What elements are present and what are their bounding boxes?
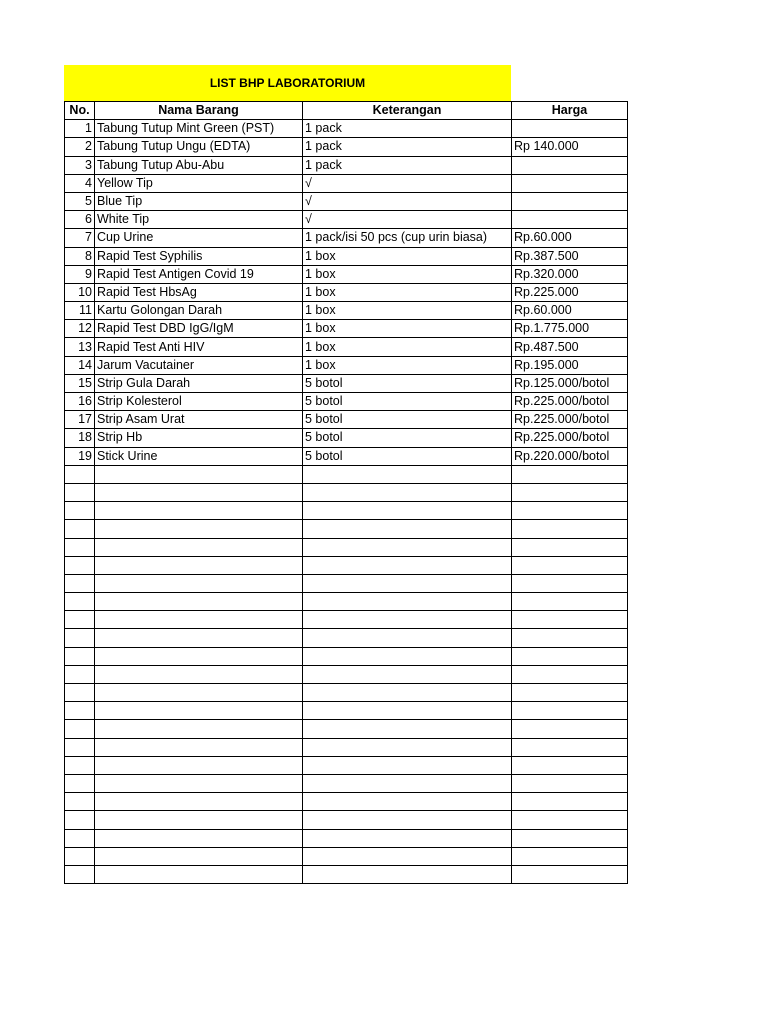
cell-nama-barang[interactable]: Blue Tip [95, 192, 303, 210]
cell-harga[interactable] [512, 593, 628, 611]
cell-keterangan[interactable]: √ [303, 192, 512, 210]
cell-no[interactable]: 13 [65, 338, 95, 356]
cell-harga[interactable] [512, 502, 628, 520]
cell-nama-barang[interactable] [95, 665, 303, 683]
cell-keterangan[interactable] [303, 865, 512, 883]
cell-no[interactable] [65, 556, 95, 574]
table-row [65, 829, 628, 847]
header-nama-barang[interactable]: Nama Barang [95, 102, 303, 120]
cell-keterangan[interactable]: 1 box [303, 247, 512, 265]
cell-no[interactable]: 11 [65, 302, 95, 320]
cell-no[interactable] [65, 756, 95, 774]
cell-harga[interactable] [512, 738, 628, 756]
table-row [65, 138, 628, 156]
cell-no[interactable]: 3 [65, 156, 95, 174]
cell-no[interactable]: 19 [65, 447, 95, 465]
cell-keterangan[interactable]: 1 box [303, 283, 512, 301]
cell-nama-barang[interactable] [95, 593, 303, 611]
table-row [65, 411, 628, 429]
table-row [65, 356, 628, 374]
cell-keterangan[interactable]: 1 box [303, 302, 512, 320]
cell-keterangan[interactable]: 5 botol [303, 429, 512, 447]
cell-nama-barang[interactable] [95, 556, 303, 574]
cell-no[interactable] [65, 574, 95, 592]
cell-harga[interactable] [512, 211, 628, 229]
cell-keterangan[interactable] [303, 793, 512, 811]
cell-no[interactable] [65, 647, 95, 665]
cell-no[interactable]: 6 [65, 211, 95, 229]
table-row [65, 720, 628, 738]
cell-keterangan[interactable] [303, 574, 512, 592]
cell-nama-barang[interactable] [95, 774, 303, 792]
cell-keterangan[interactable] [303, 684, 512, 702]
table-row [65, 174, 628, 192]
cell-harga[interactable] [512, 192, 628, 210]
cell-nama-barang[interactable]: Strip Kolesterol [95, 393, 303, 411]
table-row [65, 338, 628, 356]
cell-no[interactable] [65, 774, 95, 792]
cell-harga[interactable] [512, 702, 628, 720]
cell-nama-barang[interactable]: Rapid Test HbsAg [95, 283, 303, 301]
cell-nama-barang[interactable] [95, 647, 303, 665]
cell-nama-barang[interactable]: Jarum Vacutainer [95, 356, 303, 374]
cell-harga[interactable] [512, 774, 628, 792]
table-row [65, 556, 628, 574]
table-row [65, 647, 628, 665]
cell-keterangan[interactable] [303, 702, 512, 720]
cell-keterangan[interactable]: 5 botol [303, 393, 512, 411]
cell-no[interactable]: 8 [65, 247, 95, 265]
cell-keterangan[interactable] [303, 847, 512, 865]
cell-no[interactable]: 15 [65, 374, 95, 392]
cell-no[interactable]: 1 [65, 120, 95, 138]
cell-harga[interactable] [512, 465, 628, 483]
table-row [65, 756, 628, 774]
cell-keterangan[interactable] [303, 538, 512, 556]
table-row [65, 502, 628, 520]
cell-nama-barang[interactable]: Stick Urine [95, 447, 303, 465]
cell-nama-barang[interactable]: Rapid Test DBD IgG/IgM [95, 320, 303, 338]
header-harga[interactable]: Harga [512, 102, 628, 120]
header-row [65, 102, 628, 120]
cell-harga[interactable]: Rp.225.000/botol [512, 393, 628, 411]
cell-harga[interactable]: Rp.225.000/botol [512, 411, 628, 429]
table-row [65, 665, 628, 683]
cell-nama-barang[interactable] [95, 702, 303, 720]
cell-no[interactable]: 17 [65, 411, 95, 429]
cell-keterangan[interactable]: 1 box [303, 338, 512, 356]
cell-harga[interactable] [512, 720, 628, 738]
cell-keterangan[interactable]: 5 botol [303, 447, 512, 465]
cell-keterangan[interactable] [303, 465, 512, 483]
cell-no[interactable] [65, 811, 95, 829]
table-row [65, 120, 628, 138]
cell-no[interactable]: 14 [65, 356, 95, 374]
cell-harga[interactable]: Rp.1.775.000 [512, 320, 628, 338]
cell-no[interactable]: 18 [65, 429, 95, 447]
cell-keterangan[interactable] [303, 520, 512, 538]
cell-harga[interactable]: Rp.225.000 [512, 283, 628, 301]
table-row [65, 247, 628, 265]
cell-no[interactable] [65, 665, 95, 683]
cell-nama-barang[interactable] [95, 684, 303, 702]
cell-keterangan[interactable] [303, 720, 512, 738]
cell-keterangan[interactable]: √ [303, 174, 512, 192]
cell-keterangan[interactable] [303, 774, 512, 792]
cell-nama-barang[interactable] [95, 611, 303, 629]
table-row [65, 684, 628, 702]
cell-harga[interactable] [512, 556, 628, 574]
cell-no[interactable] [65, 793, 95, 811]
cell-keterangan[interactable]: 1 pack [303, 138, 512, 156]
table-row [65, 611, 628, 629]
cell-no[interactable] [65, 483, 95, 501]
table-row [65, 156, 628, 174]
cell-keterangan[interactable] [303, 556, 512, 574]
cell-nama-barang[interactable]: Strip Asam Urat [95, 411, 303, 429]
cell-no[interactable]: 2 [65, 138, 95, 156]
cell-nama-barang[interactable]: Rapid Test Antigen Covid 19 [95, 265, 303, 283]
cell-nama-barang[interactable] [95, 538, 303, 556]
cell-keterangan[interactable] [303, 665, 512, 683]
table-row [65, 265, 628, 283]
cell-no[interactable] [65, 593, 95, 611]
cell-harga[interactable]: Rp.387.500 [512, 247, 628, 265]
cell-no[interactable]: 7 [65, 229, 95, 247]
cell-harga[interactable] [512, 156, 628, 174]
cell-harga[interactable] [512, 665, 628, 683]
cell-keterangan[interactable] [303, 593, 512, 611]
cell-harga[interactable] [512, 538, 628, 556]
table-row [65, 793, 628, 811]
cell-harga[interactable] [512, 120, 628, 138]
cell-nama-barang[interactable]: Yellow Tip [95, 174, 303, 192]
cell-keterangan[interactable] [303, 611, 512, 629]
cell-keterangan[interactable] [303, 811, 512, 829]
cell-harga[interactable]: Rp.60.000 [512, 229, 628, 247]
cell-harga[interactable] [512, 647, 628, 665]
cell-no[interactable]: 16 [65, 393, 95, 411]
cell-keterangan[interactable]: 5 botol [303, 411, 512, 429]
cell-no[interactable] [65, 738, 95, 756]
cell-nama-barang[interactable] [95, 793, 303, 811]
cell-harga[interactable]: Rp.60.000 [512, 302, 628, 320]
cell-nama-barang[interactable] [95, 756, 303, 774]
cell-nama-barang[interactable]: Tabung Tutup Ungu (EDTA) [95, 138, 303, 156]
cell-harga[interactable] [512, 629, 628, 647]
cell-no[interactable] [65, 629, 95, 647]
cell-nama-barang[interactable] [95, 829, 303, 847]
cell-harga[interactable]: Rp 140.000 [512, 138, 628, 156]
cell-nama-barang[interactable]: Tabung Tutup Abu-Abu [95, 156, 303, 174]
table-row [65, 447, 628, 465]
cell-nama-barang[interactable] [95, 483, 303, 501]
cell-no[interactable]: 12 [65, 320, 95, 338]
cell-nama-barang[interactable]: White Tip [95, 211, 303, 229]
cell-nama-barang[interactable]: Rapid Test Anti HIV [95, 338, 303, 356]
table-row [65, 520, 628, 538]
cell-nama-barang[interactable] [95, 574, 303, 592]
table-row [65, 738, 628, 756]
cell-no[interactable] [65, 684, 95, 702]
cell-no[interactable] [65, 720, 95, 738]
table-row [65, 320, 628, 338]
table-row [65, 593, 628, 611]
table-row [65, 229, 628, 247]
cell-no[interactable] [65, 520, 95, 538]
table-row [65, 393, 628, 411]
table-row [65, 774, 628, 792]
cell-harga[interactable]: Rp.220.000/botol [512, 447, 628, 465]
cell-nama-barang[interactable] [95, 465, 303, 483]
bhp-table [64, 101, 628, 884]
cell-no[interactable] [65, 611, 95, 629]
cell-nama-barang[interactable] [95, 720, 303, 738]
table-row [65, 483, 628, 501]
cell-keterangan[interactable]: 5 botol [303, 374, 512, 392]
cell-no[interactable]: 9 [65, 265, 95, 283]
cell-keterangan[interactable] [303, 629, 512, 647]
table-row [65, 192, 628, 210]
table-row [65, 374, 628, 392]
cell-no[interactable]: 4 [65, 174, 95, 192]
cell-nama-barang[interactable] [95, 629, 303, 647]
table-row [65, 465, 628, 483]
cell-harga[interactable]: Rp.487.500 [512, 338, 628, 356]
cell-keterangan[interactable]: 1 pack [303, 120, 512, 138]
cell-nama-barang[interactable]: Strip Gula Darah [95, 374, 303, 392]
cell-keterangan[interactable] [303, 483, 512, 501]
cell-nama-barang[interactable] [95, 502, 303, 520]
cell-nama-barang[interactable] [95, 811, 303, 829]
cell-harga[interactable] [512, 174, 628, 192]
table-row [65, 629, 628, 647]
cell-harga[interactable] [512, 684, 628, 702]
cell-no[interactable] [65, 538, 95, 556]
cell-harga[interactable] [512, 847, 628, 865]
cell-nama-barang[interactable]: Kartu Golongan Darah [95, 302, 303, 320]
cell-keterangan[interactable] [303, 738, 512, 756]
cell-no[interactable] [65, 502, 95, 520]
cell-keterangan[interactable]: 1 box [303, 356, 512, 374]
cell-nama-barang[interactable] [95, 865, 303, 883]
cell-harga[interactable]: Rp.195.000 [512, 356, 628, 374]
cell-keterangan[interactable]: 1 pack/isi 50 pcs (cup urin biasa) [303, 229, 512, 247]
cell-keterangan[interactable] [303, 829, 512, 847]
cell-harga[interactable] [512, 483, 628, 501]
cell-harga[interactable]: Rp.320.000 [512, 265, 628, 283]
cell-nama-barang[interactable]: Strip Hb [95, 429, 303, 447]
cell-keterangan[interactable]: 1 box [303, 320, 512, 338]
cell-harga[interactable] [512, 811, 628, 829]
cell-nama-barang[interactable]: Cup Urine [95, 229, 303, 247]
cell-keterangan[interactable]: 1 box [303, 265, 512, 283]
sheet-title: LIST BHP LABORATORIUM [64, 65, 511, 101]
cell-nama-barang[interactable]: Tabung Tutup Mint Green (PST) [95, 120, 303, 138]
table-row [65, 702, 628, 720]
cell-nama-barang[interactable] [95, 520, 303, 538]
cell-keterangan[interactable]: √ [303, 211, 512, 229]
cell-no[interactable] [65, 465, 95, 483]
cell-harga[interactable] [512, 829, 628, 847]
cell-no[interactable] [65, 702, 95, 720]
cell-no[interactable]: 5 [65, 192, 95, 210]
cell-harga[interactable]: Rp.225.000/botol [512, 429, 628, 447]
cell-harga[interactable] [512, 865, 628, 883]
cell-no[interactable] [65, 829, 95, 847]
header-keterangan[interactable]: Keterangan [303, 102, 512, 120]
cell-keterangan[interactable] [303, 502, 512, 520]
cell-harga[interactable] [512, 574, 628, 592]
cell-nama-barang[interactable] [95, 847, 303, 865]
cell-nama-barang[interactable] [95, 738, 303, 756]
cell-keterangan[interactable] [303, 647, 512, 665]
cell-nama-barang[interactable]: Rapid Test Syphilis [95, 247, 303, 265]
cell-no[interactable] [65, 847, 95, 865]
header-no[interactable]: No. [65, 102, 95, 120]
cell-harga[interactable] [512, 756, 628, 774]
table-row [65, 811, 628, 829]
cell-no[interactable] [65, 865, 95, 883]
cell-harga[interactable] [512, 611, 628, 629]
cell-no[interactable]: 10 [65, 283, 95, 301]
table-row [65, 283, 628, 301]
cell-harga[interactable]: Rp.125.000/botol [512, 374, 628, 392]
table-row [65, 211, 628, 229]
cell-harga[interactable] [512, 793, 628, 811]
table-row [65, 538, 628, 556]
table-row [65, 865, 628, 883]
cell-harga[interactable] [512, 520, 628, 538]
table-row [65, 429, 628, 447]
table-row [65, 847, 628, 865]
cell-keterangan[interactable]: 1 pack [303, 156, 512, 174]
table-row [65, 574, 628, 592]
table-row [65, 302, 628, 320]
cell-keterangan[interactable] [303, 756, 512, 774]
